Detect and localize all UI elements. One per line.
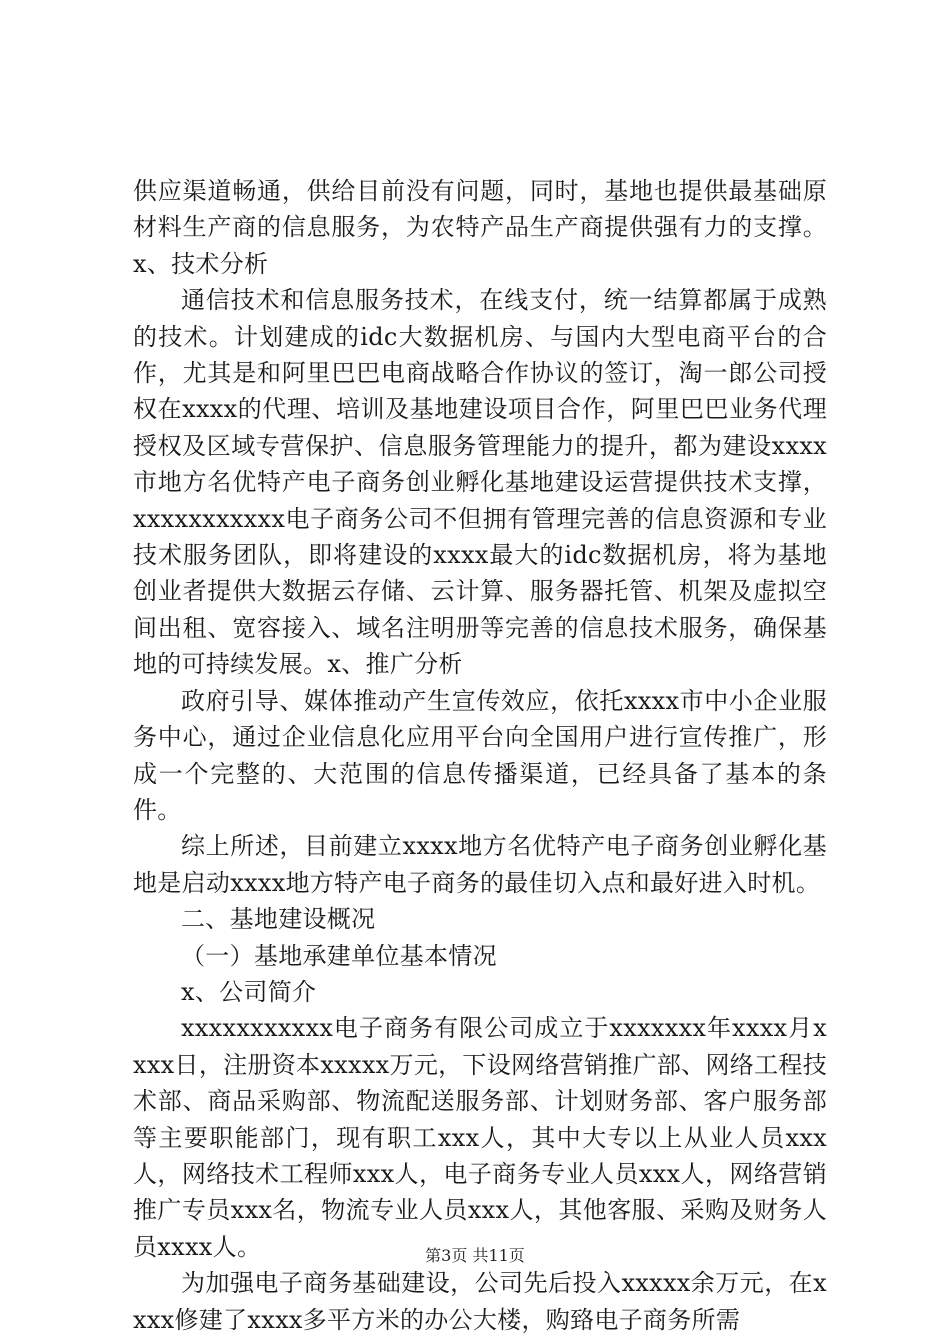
paragraph-supply-continued: 供应渠道畅通，供给目前没有问题，同时，基地也提供最基础原材料生产商的信息服务，为农特产品生产商提供强有力的支撑。x、技术分析: [133, 177, 827, 278]
paragraph-promotion-analysis: 政府引导、媒体推动产生宣传效应，依托xxxx市中小企业服务中心，通过企业信息化应用平台向全国用户进行宣传推广，形成一个完整的、大范围的信息传播渠道，已经具备了基本的条件。: [133, 686, 827, 824]
paragraph-summary: 综上所述，目前建立xxxx地方名优特产电子商务创业孵化基地是启动xxxx地方特产电子商务的最佳切入点和最好进入时机。: [133, 832, 827, 897]
paragraph-technology-analysis: 通信技术和信息服务技术，在线支付，统一结算都属于成熟的技术。计划建成的idc大数据机房、与国内大型电商平台的合作，尤其是和阿里巴巴电商战略合作协议的签订，淘一郎公司授权在xxxx的代理、培训及基地建设项目合作，阿里巴巴业务代理授权及区域专营保护、信息服务管理能力的提升，都为建设xxxx市地方名优特产电子商务创业孵化基地建设运营提供技术支撑，xxxxxxxxxxx电子商务公司不但拥有管理完善的信息资源和专业技术服务团队，即将建设的xxxx最大的idc数据机房，将为基地创业者提供大数据云存储、云计算、服务器托管、机架及虚拟空间出租、宽容接入、域名注明册等完善的信息技术服务，确保基地的可持续发展。x、推广分析: [133, 286, 827, 679]
page-footer: 第3页 共11页: [425, 1246, 525, 1265]
subsection-heading-builder-info: （一）基地承建单位基本情况: [181, 941, 497, 970]
paragraph-infrastructure: 为加强电子商务基础建设，公司先后投入xxxxx余万元，在xxxx修建了xxxx多平方米的办公大楼，购臵电子商务所需: [133, 1269, 827, 1334]
document-body: [133, 173, 827, 1338]
paragraph-company-profile: xxxxxxxxxxx电子商务有限公司成立于xxxxxxx年xxxx月xxxx日，注册资本xxxxx万元，下设网络营销推广部、网络工程技术部、商品采购部、物流配送服务部、计划财务部、客户服务部等主要职能部门，现有职工xxx人，其中大专以上从业人员xxx人，网络技术工程师xxx人，电子商务专业人员xxx人，网络营销推广专员xxx名，物流专业人员xxx人，其他客服、采购及财务人员xxxx人。: [133, 1014, 827, 1261]
item-heading-company-profile: x、公司简介: [181, 977, 317, 1006]
section-heading-base-overview: 二、基地建设概况: [181, 905, 376, 934]
